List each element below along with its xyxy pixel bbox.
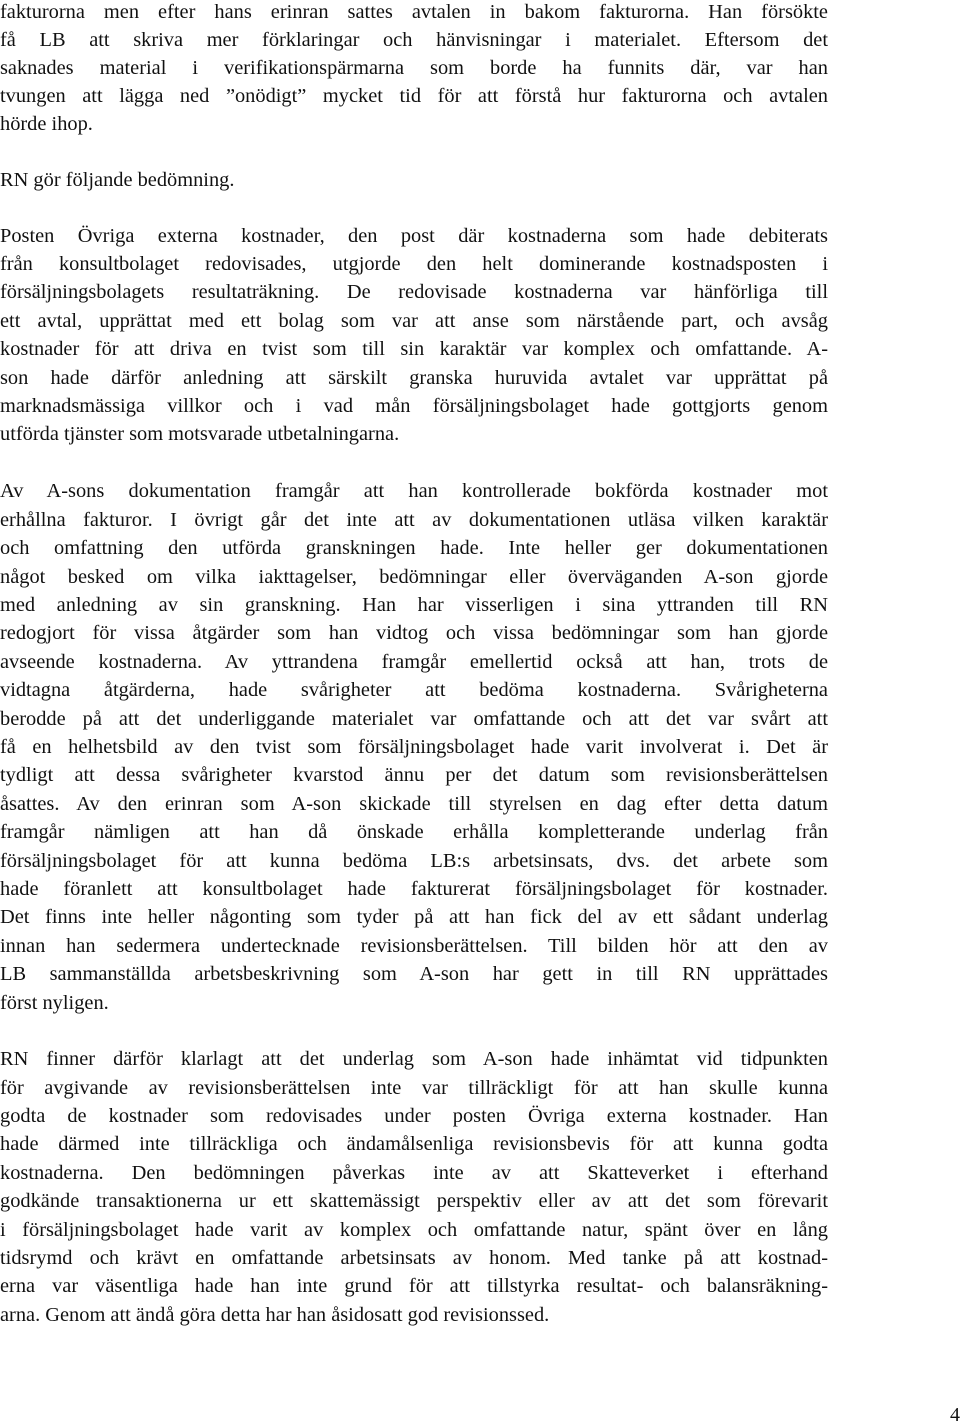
text-line: försäljningsbolaget för att kunna bedöma LB:s arbetsinsats, dvs. det arbete som: [0, 850, 828, 872]
text-line: hade föranlett att konsultbolaget hade fakturerat försäljningsbolaget för kostnader.: [0, 878, 828, 900]
text-line: få en helhetsbild av den tvist som försäljningsbolaget hade varit involverat i. Det är: [0, 736, 828, 758]
text-line: marknadsmässiga villkor och i vad mån försäljningsbolaget hade gottgjorts genom: [0, 395, 828, 417]
text-line: med anledning av sin granskning. Han har visserligen i sina yttranden till RN: [0, 594, 828, 616]
text-line: vidtagna åtgärderna, hade svårigheter att bedöma kostnaderna. Svårigheterna: [0, 679, 828, 701]
text-line: och omfattning den utförda granskningen hade. Inte heller ger dokumentationen: [0, 537, 828, 559]
text-line: försäljningsbolagets resultaträkning. De redovisade kostnaderna var hänförliga till: [0, 281, 828, 303]
text-line: tidsrymd och krävt en omfattande arbetsinsats av honom. Med tanke på att kostnad-: [0, 1247, 828, 1269]
text-line: från konsultbolaget redovisades, utgjorde den helt dominerande kostnadsposten i: [0, 253, 828, 275]
text-line: ett avtal, upprättat med ett bolag som var att anse som närstående part, och avsåg: [0, 310, 828, 332]
text-line: hörde ihop.: [0, 113, 93, 135]
text-line: godta de kostnader som redovisades under posten Övriga externa kostnader. Han: [0, 1105, 828, 1127]
text-line: åsattes. Av den erinran som A-son skickade till styrelsen en dag efter detta datum: [0, 793, 828, 815]
text-line: få LB att skriva mer förklaringar och hänvisningar i materialet. Eftersom det: [0, 29, 828, 51]
text-line: RN finner därför klarlagt att det underlag som A-son hade inhämtat vid tidpunkten: [0, 1048, 828, 1070]
text-line: LB sammanställda arbetsbeskrivning som A-son har gett in till RN upprättades: [0, 963, 828, 985]
text-line: utförda tjänster som motsvarade utbetalningarna.: [0, 423, 400, 445]
page-number: 4: [950, 1404, 960, 1426]
text-line: erhållna fakturor. I övrigt går det inte att av dokumentationen utläsa vilken karaktär: [0, 509, 828, 531]
text-line: framgår nämligen att han då önskade erhålla kompletterande underlag från: [0, 821, 828, 843]
text-line: erna var väsentliga hade han inte grund för att tillstyrka resultat- och balansräkning-: [0, 1275, 828, 1297]
text-line: hade därmed inte tillräckliga och ändamålsenliga revisionsbevis för att kunna godta: [0, 1133, 828, 1155]
text-line: fakturorna men efter hans erinran sattes avtalen in bakom fakturorna. Han försökte: [0, 1, 828, 23]
text-line: saknades material i verifikationspärmarna som borde ha funnits där, var han: [0, 57, 828, 79]
text-line: innan han sedermera undertecknade revisionsberättelsen. Till bilden hör att den av: [0, 935, 828, 957]
text-line: redogjort för vissa åtgärder som han vidtog och vissa bedömningar som han gjorde: [0, 622, 828, 644]
text-line: kostnader för att driva en tvist som till sin karaktär var komplex och omfattande. A-: [0, 338, 828, 360]
text-line: något besked om vilka iakttagelser, bedömningar eller överväganden A-son gjorde: [0, 566, 828, 588]
text-line: avseende kostnaderna. Av yttrandena framgår emellertid också att han, trots de: [0, 651, 828, 673]
text-line: RN gör följande bedömning.: [0, 169, 235, 191]
text-line: godkände transaktionerna ur ett skattemässigt perspektiv eller av att det som förevarit: [0, 1190, 828, 1212]
text-line: tvungen att lägga ned ”onödigt” mycket tid för att förstå hur fakturorna och avtalen: [0, 85, 828, 107]
text-line: son hade därför anledning att särskilt granska huruvida avtalet var upprättat på: [0, 367, 828, 389]
text-line: Av A-sons dokumentation framgår att han kontrollerade bokförda kostnader mot: [0, 480, 828, 502]
text-line: i försäljningsbolaget hade varit av komplex och omfattande natur, spänt över en lång: [0, 1219, 828, 1241]
text-line: arna. Genom att ändå göra detta har han åsidosatt god revisionssed.: [0, 1304, 550, 1326]
text-line: kostnaderna. Den bedömningen påverkas inte av att Skatteverket i efterhand: [0, 1162, 828, 1184]
text-line: för avgivande av revisionsberättelsen inte var tillräckligt för att han skulle kunna: [0, 1077, 828, 1099]
text-line: Det finns inte heller någonting som tyder på att han fick del av ett sådant underlag: [0, 906, 828, 928]
text-line: Posten Övriga externa kostnader, den post där kostnaderna som hade debiterats: [0, 225, 828, 247]
text-line: berodde på att det underliggande materialet var omfattande och att det var svårt att: [0, 708, 828, 730]
text-line: tydligt att dessa svårigheter kvarstod ännu per det datum som revisionsberättelsen: [0, 764, 828, 786]
text-line: först nyligen.: [0, 992, 109, 1014]
